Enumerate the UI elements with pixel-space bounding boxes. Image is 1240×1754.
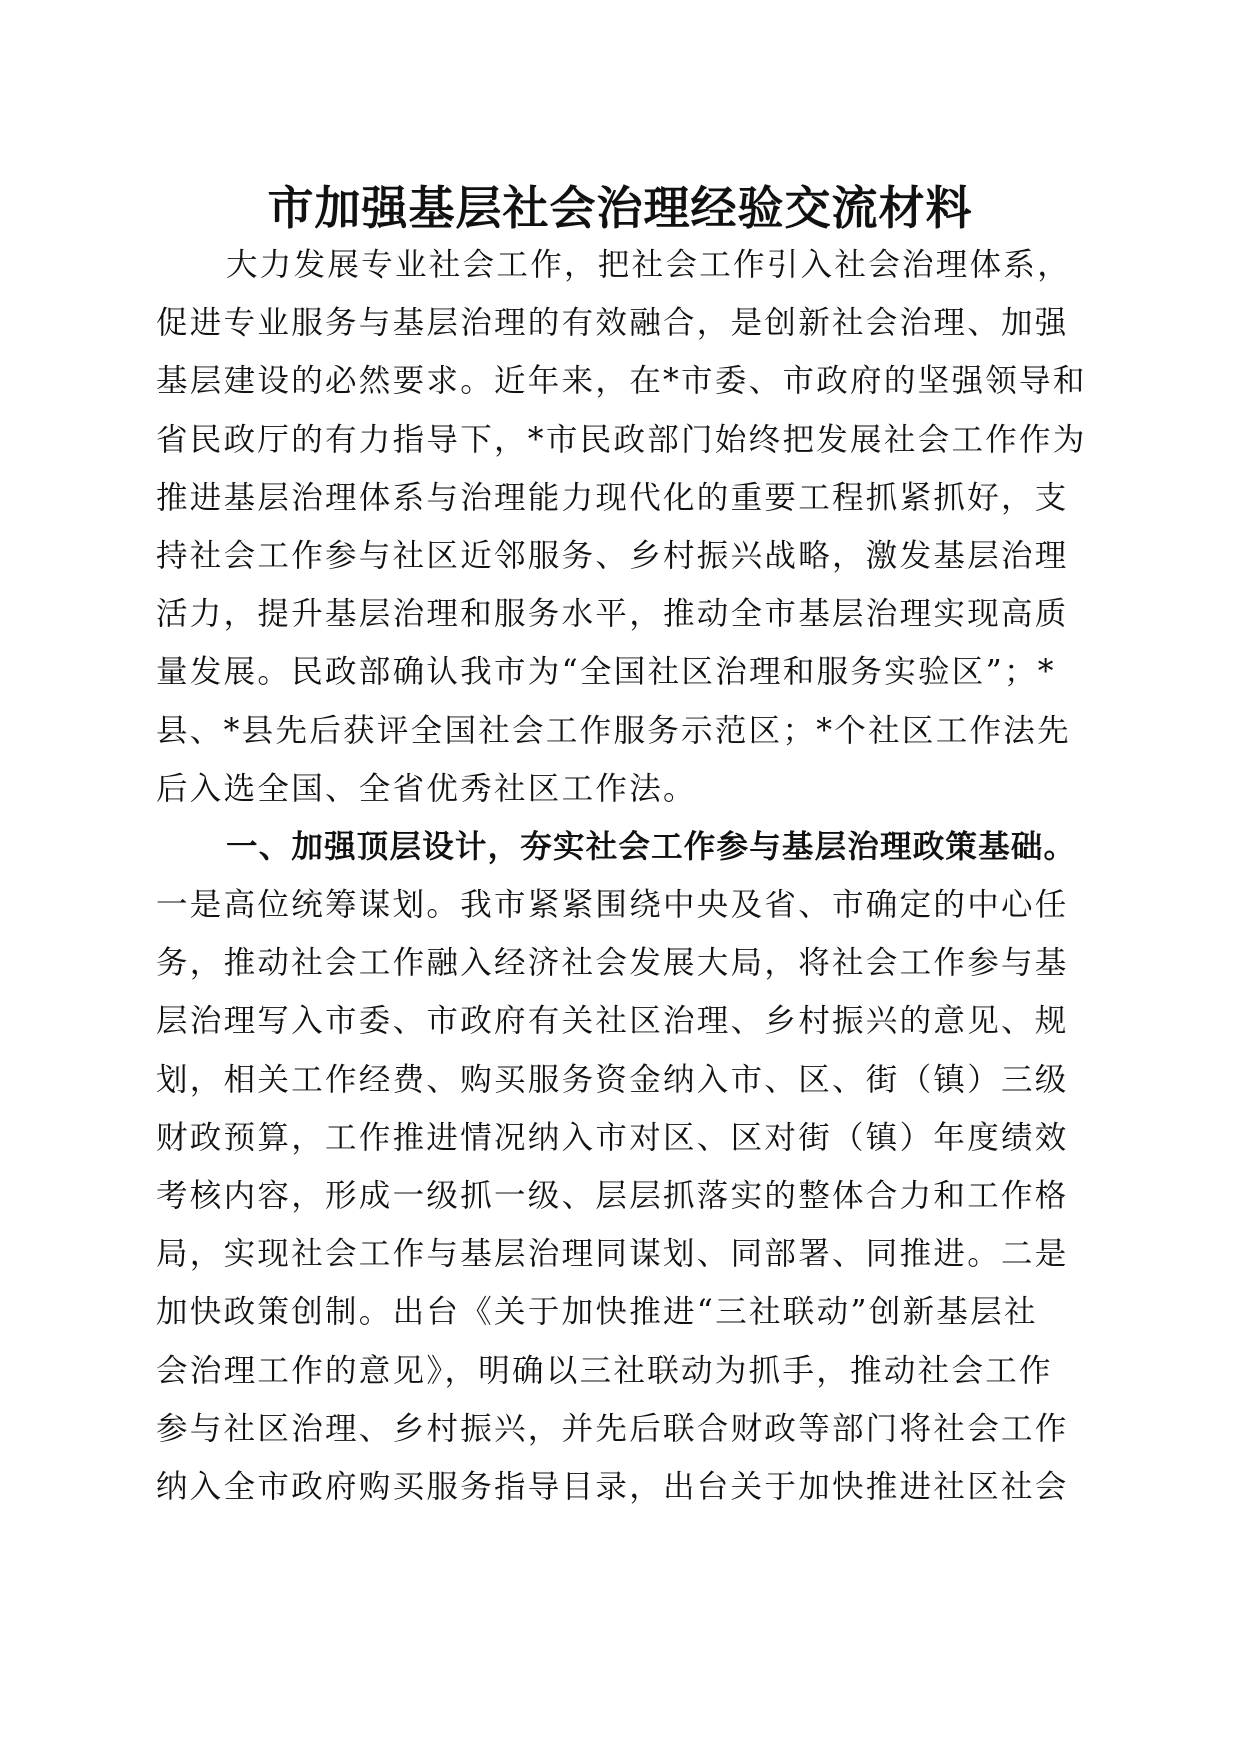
document-title: 市加强基层社会治理经验交流材料 xyxy=(267,181,973,235)
document-body xyxy=(156,236,1087,1516)
paragraph-line: 持社会工作参与社区近邻服务、乡村振兴战略，激发基层治理 xyxy=(156,537,1069,574)
paragraph-line: 活力，提升基层治理和服务水平，推动全市基层治理实现高质 xyxy=(156,596,1069,633)
section-heading: 一、加强顶层设计，夯实社会工作参与基层治理政策基础。 xyxy=(226,827,1077,865)
paragraph-line: 财政预算，工作推进情况纳入市对区、区对街（镇）年度绩效 xyxy=(156,1119,1069,1156)
paragraph-line: 会治理工作的意见》，明确以三社联动为抓手，推动社会工作 xyxy=(156,1352,1053,1389)
paragraph-line: 县、*县先后获评全国社会工作服务示范区；*个社区工作法先 xyxy=(156,712,1071,749)
paragraph-line: 纳入全市政府购买服务指导目录，出台关于加快推进社区社会 xyxy=(156,1468,1069,1505)
paragraph-line: 划，相关工作经费、购买服务资金纳入市、区、街（镇）三级 xyxy=(156,1061,1069,1098)
paragraph-line: 推进基层治理体系与治理能力现代化的重要工程抓紧抓好，支 xyxy=(156,479,1069,516)
paragraph-line: 省民政厅的有力指导下，*市民政部门始终把发展社会工作作为 xyxy=(156,421,1087,458)
paragraph-line: 局，实现社会工作与基层治理同谋划、同部署、同推进。二是 xyxy=(156,1236,1069,1273)
paragraph-line: 后入选全国、全省优秀社区工作法。 xyxy=(156,770,697,807)
paragraph-line: 基层建设的必然要求。近年来，在*市委、市政府的坚强领导和 xyxy=(156,363,1087,400)
paragraph-line: 量发展。民政部确认我市为“全国社区治理和服务实验区”；* xyxy=(156,654,1056,691)
paragraph-line: 层治理写入市委、市政府有关社区治理、乡村振兴的意见、规 xyxy=(156,1003,1069,1040)
paragraph-line: 加快政策创制。出台《关于加快推进“三社联动”创新基层社 xyxy=(156,1294,1038,1331)
paragraph-line: 考核内容，形成一级抓一级、层层抓落实的整体合力和工作格 xyxy=(156,1178,1069,1214)
paragraph-line: 大力发展专业社会工作，把社会工作引入社会治理体系， xyxy=(226,247,1072,283)
paragraph-line: 促进专业服务与基层治理的有效融合，是创新社会治理、加强 xyxy=(156,305,1069,342)
paragraph-line: 务，推动社会工作融入经济社会发展大局，将社会工作参与基 xyxy=(156,945,1069,982)
paragraph-line: 参与社区治理、乡村振兴，并先后联合财政等部门将社会工作 xyxy=(156,1410,1069,1447)
paragraph-line: 一是高位统筹谋划。我市紧紧围绕中央及省、市确定的中心任 xyxy=(156,887,1069,924)
